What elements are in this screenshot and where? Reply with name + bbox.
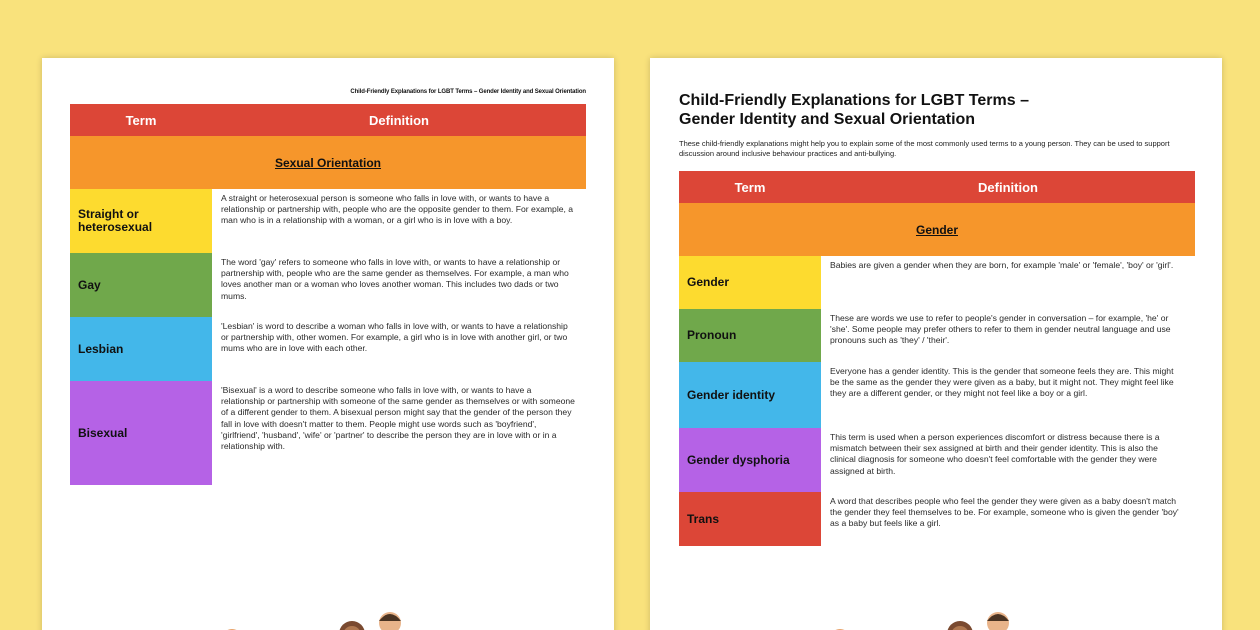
section-row (679, 203, 1195, 256)
table-row (70, 317, 586, 381)
section-title: Sexual Orientation (70, 136, 586, 189)
definition-cell: 'Lesbian' is word to describe a woman who falls in love with, or wants to have a relationship or partnership with, other women. For example, a girl who is in love with another girl, or two mums who are in love with each other. (221, 321, 568, 354)
intro-paragraph: These child-friendly explanations might help you to explain some of the most commonly used terms to a young person. They can be used to support discussion around inclusive behaviour practices and anti-bullying. (679, 139, 1170, 158)
definition-cell: The word 'gay' refers to someone who falls in love with, or wants to have a relationship or partnership with, people who are the same gender as themselves. For example, a man who loves another man or a woman who loves another woman. This includes two dads or two mums. (221, 257, 569, 301)
child-figure (339, 621, 365, 630)
running-header: Child-Friendly Explanations for LGBT Terms – Gender Identity and Sexual Orientation (350, 89, 586, 95)
table-row (679, 492, 1195, 546)
table-row (70, 189, 586, 253)
child-figure (984, 612, 1012, 630)
illustrated-children-figures (810, 606, 1070, 630)
worksheet-page-2 (42, 58, 614, 630)
term-cell: Trans (679, 492, 821, 546)
term-cell: Bisexual (70, 381, 212, 485)
title-line-1: Child-Friendly Explanations for LGBT Terms – (679, 92, 1029, 109)
definition-cell: 'Bisexual' is a word to describe someone who falls in love with, or wants to have a relationship or partnership with someone of the same gender as themselves or with someone of a different gender to them. A bisexual person might say that the gender of the person they fall in love with doesn't matter to them. People might use words such as 'boyfriend', 'girlfriend', 'husband', 'wife' or 'partner' to describe the person they are in love with or in a relationship with. (221, 385, 575, 452)
section-title: Gender (679, 203, 1195, 256)
table-row (70, 381, 586, 485)
term-cell: Gay (70, 253, 212, 317)
table-header-row (70, 104, 586, 136)
child-figure (376, 612, 404, 630)
table-row (70, 253, 586, 317)
term-cell: Lesbian (70, 317, 212, 381)
definition-cell: Everyone has a gender identity. This is the gender that someone feels they are. This might be the same as the gender they were given as a baby, but it might not. They might feel like they are a different gender, or they might not feel like a boy or a girl. (830, 366, 1174, 399)
term-cell: Gender identity (679, 362, 821, 428)
illustrated-children-figures (202, 606, 462, 630)
definition-cell: These are words we use to refer to people's gender in conversation – for example, 'he' or 'she'. Some people may prefer others to refer to them in gender neutral language and use pronouns such as 'they' / 'their'. (830, 313, 1171, 346)
term-cell: Gender dysphoria (679, 428, 821, 492)
child-figure (947, 621, 973, 630)
table-row (679, 309, 1195, 362)
table-row (679, 428, 1195, 492)
term-cell: Gender (679, 256, 821, 309)
page-title (679, 91, 1179, 129)
table-row (679, 362, 1195, 428)
table-header-row (679, 171, 1195, 203)
term-column-header: Term (679, 171, 821, 203)
term-column-header: Term (70, 104, 212, 136)
definition-cell: A word that describes people who feel the gender they were given as a baby doesn't match the gender they feel themselves to be. For example, someone who is given the gender 'boy' as a baby but feels like a girl. (830, 496, 1179, 529)
definition-cell: Babies are given a gender when they are born, for example 'male' or 'female', 'boy' or 'girl'. (830, 260, 1174, 270)
title-line-2: Gender Identity and Sexual Orientation (679, 111, 976, 128)
term-cell: Straight or heterosexual (70, 189, 212, 253)
table-row (679, 256, 1195, 309)
section-row (70, 136, 586, 189)
definition-column-header: Definition (212, 104, 586, 136)
definition-cell: This term is used when a person experiences discomfort or distress because there is a mismatch between their sex assigned at birth and their gender identity. This is also the clinical diagnosis for someone who doesn't feel comfortable with the gender they were assigned at birth. (830, 432, 1160, 476)
term-cell: Pronoun (679, 309, 821, 362)
gender-table (679, 171, 1195, 546)
sexual-orientation-table (70, 104, 586, 485)
worksheet-page-1 (650, 58, 1222, 630)
definition-column-header: Definition (821, 171, 1195, 203)
definition-cell: A straight or heterosexual person is someone who falls in love with, or wants to have a relationship or partnership with, people who are the opposite gender to them. For example, a man who is in a relationship with a woman, or a girl who is in love with a boy. (221, 193, 574, 226)
